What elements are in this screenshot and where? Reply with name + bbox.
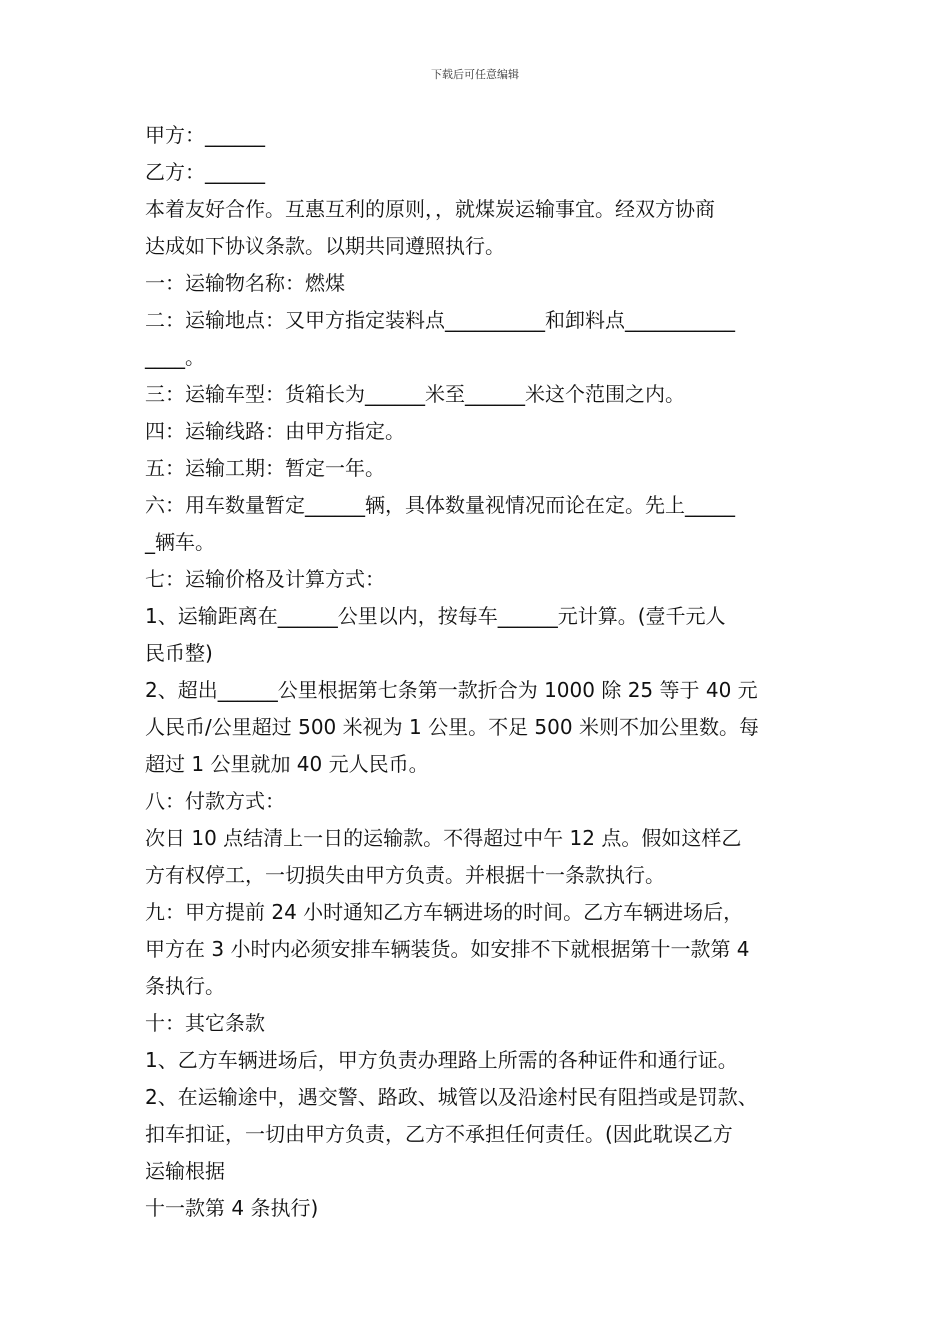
text-line: 民币整) [145, 641, 213, 665]
text-line: 六：用车数量暂定______辆，具体数量视情况而论在定。先上_____ [145, 493, 735, 517]
text-line: 乙方：______ [145, 160, 265, 184]
text-line: 达成如下协议条款。以期共同遵照执行。 [145, 234, 505, 258]
text-line: 1、乙方车辆进场后，甲方负责办理路上所需的各种证件和通行证。 [145, 1048, 738, 1072]
text-line: 甲方：______ [145, 123, 265, 147]
text-line: 七：运输价格及计算方式： [145, 567, 385, 591]
text-line: 十：其它条款 [145, 1011, 265, 1035]
document-body [145, 117, 825, 1227]
text-line: 三：运输车型：货箱长为______米至______米这个范围之内。 [145, 382, 685, 406]
text-line: 十一款第 4 条执行) [145, 1196, 319, 1220]
page-header: 下载后可任意编辑 [431, 68, 519, 81]
text-line: 九：甲方提前 24 小时通知乙方车辆进场的时间。乙方车辆进场后， [145, 900, 744, 924]
text-line: 本着友好合作。互惠互利的原则，，就煤炭运输事宜。经双方协商 [145, 197, 715, 221]
text-line: 方有权停工，一切损失由甲方负责。并根据十一条款执行。 [145, 863, 665, 887]
text-line: 甲方在 3 小时内必须安排车辆装货。如安排不下就根据第十一款第 4 [145, 937, 750, 961]
text-line: 人民币/公里超过 500 米视为 1 公里。不足 500 米则不加公里数。每 [145, 715, 759, 739]
text-line: ____。 [145, 345, 205, 369]
text-line: 2、在运输途中，遇交警、路政、城管以及沿途村民有阻挡或是罚款、 [145, 1085, 758, 1109]
text-line: 八：付款方式： [145, 789, 285, 813]
text-line: 四：运输线路：由甲方指定。 [145, 419, 405, 443]
text-line: 1、运输距离在______公里以内，按每车______元计算。(壹千元人 [145, 604, 726, 628]
text-line: 条执行。 [145, 974, 225, 998]
text-line: 五：运输工期：暂定一年。 [145, 456, 385, 480]
text-line: 2、超出______公里根据第七条第一款折合为 1000 除 25 等于 40 元 [145, 678, 758, 702]
text-line: _辆车。 [145, 530, 215, 554]
text-line: 一：运输物名称：燃煤 [145, 271, 345, 295]
text-line: 超过 1 公里就加 40 元人民币。 [145, 752, 429, 776]
text-line: 次日 10 点结清上一日的运输款。不得超过中午 12 点。假如这样乙 [145, 826, 742, 850]
text-line: 二：运输地点：又甲方指定装料点__________和卸料点___________ [145, 308, 735, 332]
text-line: 运输根据 [145, 1159, 225, 1183]
text-line: 扣车扣证，一切由甲方负责，乙方不承担任何责任。(因此耽误乙方 [145, 1122, 733, 1146]
